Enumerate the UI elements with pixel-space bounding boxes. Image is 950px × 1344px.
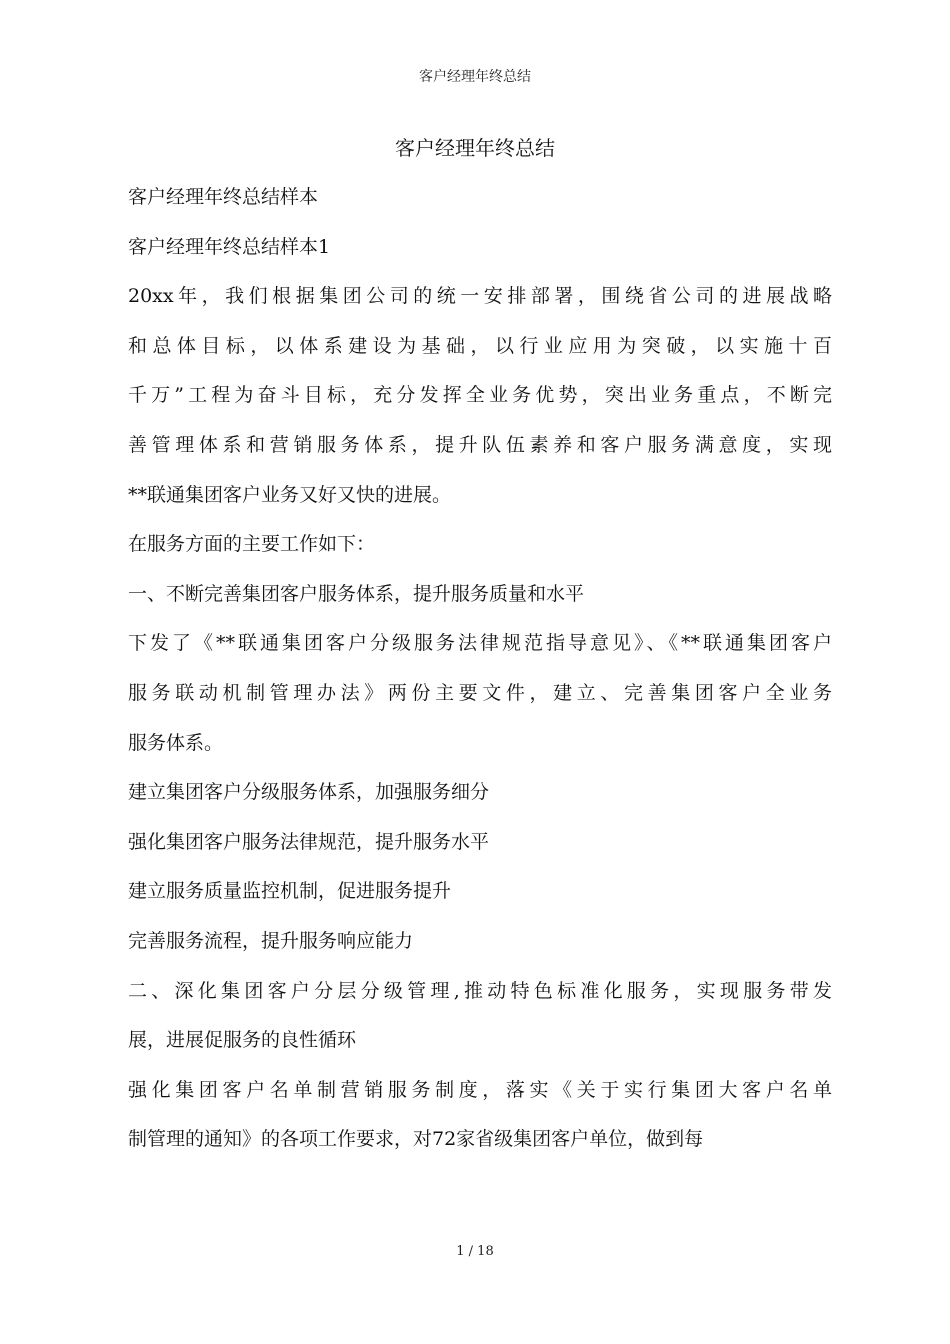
- page-number: 1 / 18: [456, 1244, 494, 1259]
- text-line: 客户经理年终总结样本: [128, 186, 319, 208]
- document-title: 客户经理年终总结: [395, 136, 555, 160]
- document-body: [128, 178, 832, 1170]
- text-line: 善管理体系和营销服务体系，提升队伍素养和客户服务满意度，实现: [128, 433, 832, 456]
- text-line: 下发了《**联通集团客户分级服务法律规范指导意见》、《**联通集团客户: [128, 632, 832, 655]
- text-line: 一、不断完善集团客户服务体系，提升服务质量和水平: [128, 582, 585, 605]
- text-line: 20xx年，我们根据集团公司的统一安排部署，围绕省公司的进展战略: [128, 285, 832, 308]
- text-line: 建立服务质量监控机制，促进服务提升: [128, 880, 452, 903]
- text-line: 建立集团客户分级服务体系，加强服务细分: [128, 781, 490, 804]
- text-line: 千万”工程为奋斗目标，充分发挥全业务优势，突出业务重点，不断完: [128, 384, 832, 407]
- text-line: **联通集团客户业务又好又快的进展。: [128, 483, 452, 506]
- text-line: 完善服务流程，提升服务响应能力: [128, 929, 414, 952]
- text-line: 强化集团客户名单制营销服务制度，落实《关于实行集团大客户名单: [128, 1078, 832, 1101]
- text-line: 展，进展促服务的良性循环: [128, 1029, 357, 1052]
- text-line: 服务体系。: [128, 731, 224, 754]
- text-line: 在服务方面的主要工作如下：: [128, 533, 376, 556]
- text-line: 客户经理年终总结样本1: [128, 235, 331, 258]
- text-line: 强化集团客户服务法律规范，提升服务水平: [128, 830, 490, 853]
- text-line: 和总体目标，以体系建设为基础，以行业应用为突破，以实施十百: [128, 334, 832, 357]
- text-line: 服务联动机制管理办法》两份主要文件，建立、完善集团客户全业务: [128, 681, 832, 704]
- running-header: 客户经理年终总结: [419, 69, 531, 85]
- text-line: 二、深化集团客户分层分级管理,推动特色标准化服务，实现服务带发: [128, 979, 832, 1002]
- text-line: 制管理的通知》的各项工作要求，对72家省级集团客户单位，做到每: [128, 1128, 704, 1151]
